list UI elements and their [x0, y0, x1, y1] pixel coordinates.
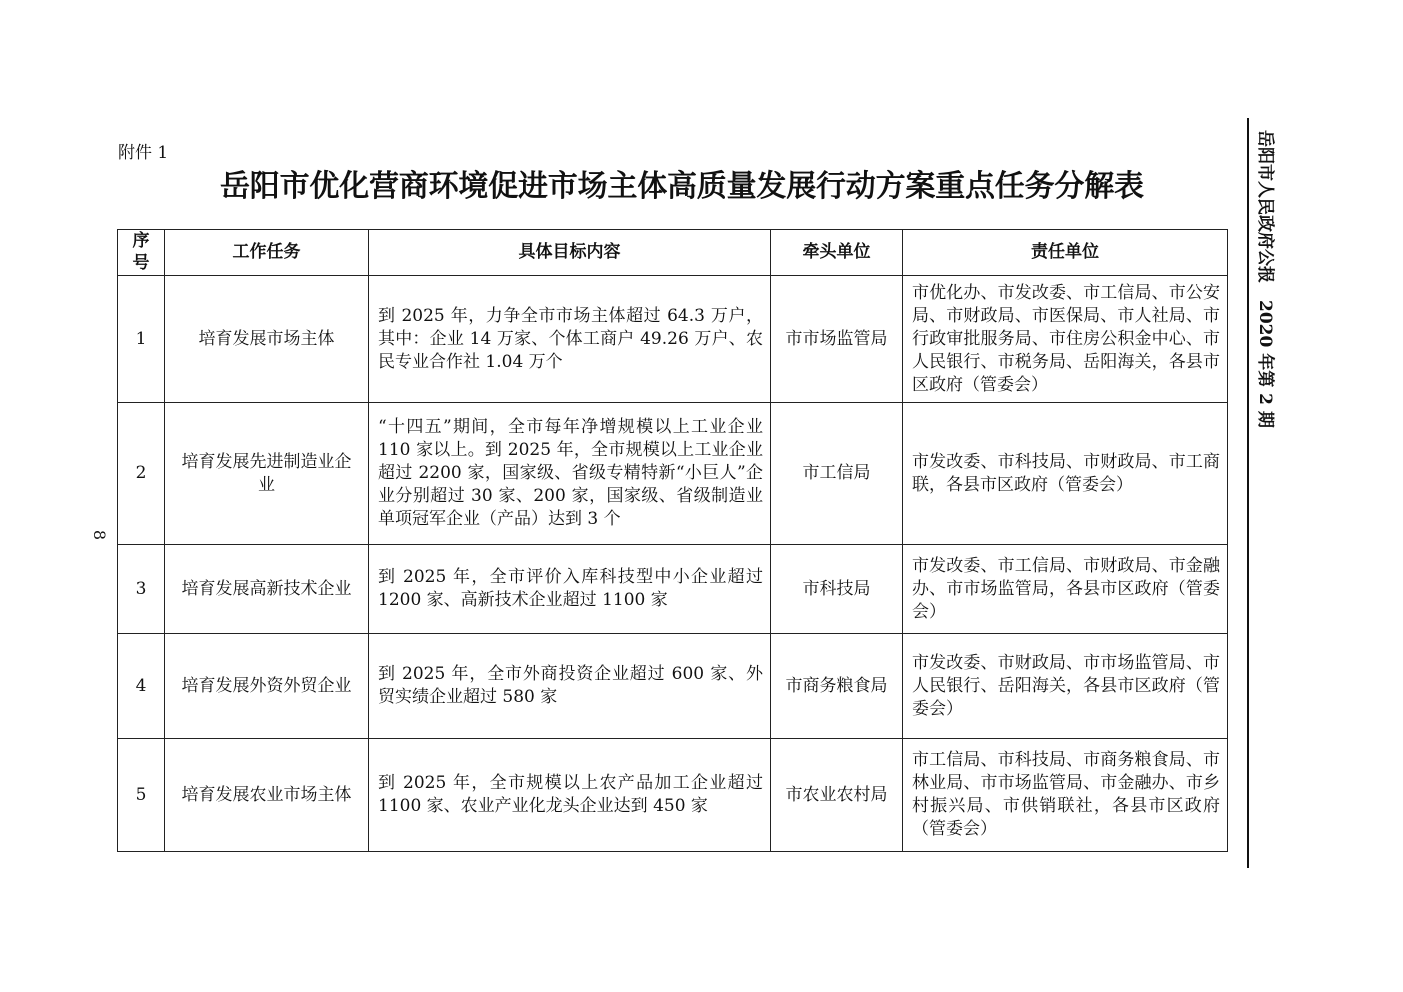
- row-responsible-units: 市发改委、市工信局、市财政局、市金融办、市市场监管局，各县市区政府（管委会）: [903, 545, 1228, 634]
- header-responsible: 责任单位: [903, 230, 1228, 276]
- table-row: [118, 545, 1228, 634]
- row-responsible-units: 市发改委、市科技局、市财政局、市工商联，各县市区政府（管委会）: [903, 403, 1228, 545]
- row-index: 1: [118, 276, 165, 403]
- attachment-label: 附件 1: [118, 143, 169, 163]
- row-target: 到 2025 年，力争全市市场主体超过 64.3 万户，其中：企业 14 万家、个体工商户 49.26 万户、农民专业合作社 1.04 万个: [369, 276, 771, 403]
- task-breakdown-table: [117, 229, 1228, 852]
- header-index: [118, 230, 165, 276]
- row-target: 到 2025 年，全市规模以上农产品加工企业超过 1100 家、农业产业化龙头企业达到 450 家: [369, 739, 771, 852]
- row-lead-unit: 市农业农村局: [771, 739, 903, 852]
- row-task: 培育发展市场主体: [165, 276, 369, 403]
- row-lead-unit: 市科技局: [771, 545, 903, 634]
- row-responsible-units: 市工信局、市科技局、市商务粮食局、市林业局、市市场监管局、市金融办、市乡村振兴局、市供销联社，各县市区政府（管委会）: [903, 739, 1228, 852]
- row-responsible-units: 市发改委、市财政局、市市场监管局、市人民银行、岳阳海关，各县市区政府（管委会）: [903, 634, 1228, 739]
- row-lead-unit: 市市场监管局: [771, 276, 903, 403]
- table-row: [118, 634, 1228, 739]
- header-lead: 牵头单位: [771, 230, 903, 276]
- row-index: 5: [118, 739, 165, 852]
- table-header-row: [118, 230, 1228, 276]
- document-title: 岳阳市优化营商环境促进市场主体高质量发展行动方案重点任务分解表: [220, 169, 1144, 204]
- row-target: “十四五”期间，全市每年净增规模以上工业企业 110 家以上。到 2025 年，全市规模以上工业企业超过 2200 家，国家级、省级专精特新“小巨人”企业分别超过 30 家、200 家，国家级、省级制造业单项冠军企业（产品）达到 3 个: [369, 403, 771, 545]
- row-task: 培育发展先进制造业企业: [165, 403, 369, 545]
- row-index: 3: [118, 545, 165, 634]
- header-index-label: 序号: [132, 231, 150, 273]
- table-row: [118, 739, 1228, 852]
- row-index: 4: [118, 634, 165, 739]
- row-target: 到 2025 年，全市评价入库科技型中小企业超过 1200 家、高新技术企业超过 1100 家: [369, 545, 771, 634]
- row-responsible-units: 市优化办、市发改委、市工信局、市公安局、市财政局、市医保局、市人社局、市行政审批服务局、市住房公积金中心、市人民银行、市税务局、岳阳海关，各县市区政府（管委会）: [903, 276, 1228, 403]
- header-target: 具体目标内容: [369, 230, 771, 276]
- header-task: 工作任务: [165, 230, 369, 276]
- running-header-rule: [1247, 118, 1249, 868]
- row-lead-unit: 市工信局: [771, 403, 903, 545]
- page-number: 8: [90, 529, 110, 541]
- row-task: 培育发展高新技术企业: [165, 545, 369, 634]
- row-task: 培育发展外资外贸企业: [165, 634, 369, 739]
- row-task: 培育发展农业市场主体: [165, 739, 369, 852]
- row-index: 2: [118, 403, 165, 545]
- row-target: 到 2025 年，全市外商投资企业超过 600 家、外贸实绩企业超过 580 家: [369, 634, 771, 739]
- table-row: [118, 403, 1228, 545]
- row-lead-unit: 市商务粮食局: [771, 634, 903, 739]
- running-header: 岳阳市人民政府公报 2020 年第 2 期: [1255, 130, 1275, 428]
- table-row: [118, 276, 1228, 403]
